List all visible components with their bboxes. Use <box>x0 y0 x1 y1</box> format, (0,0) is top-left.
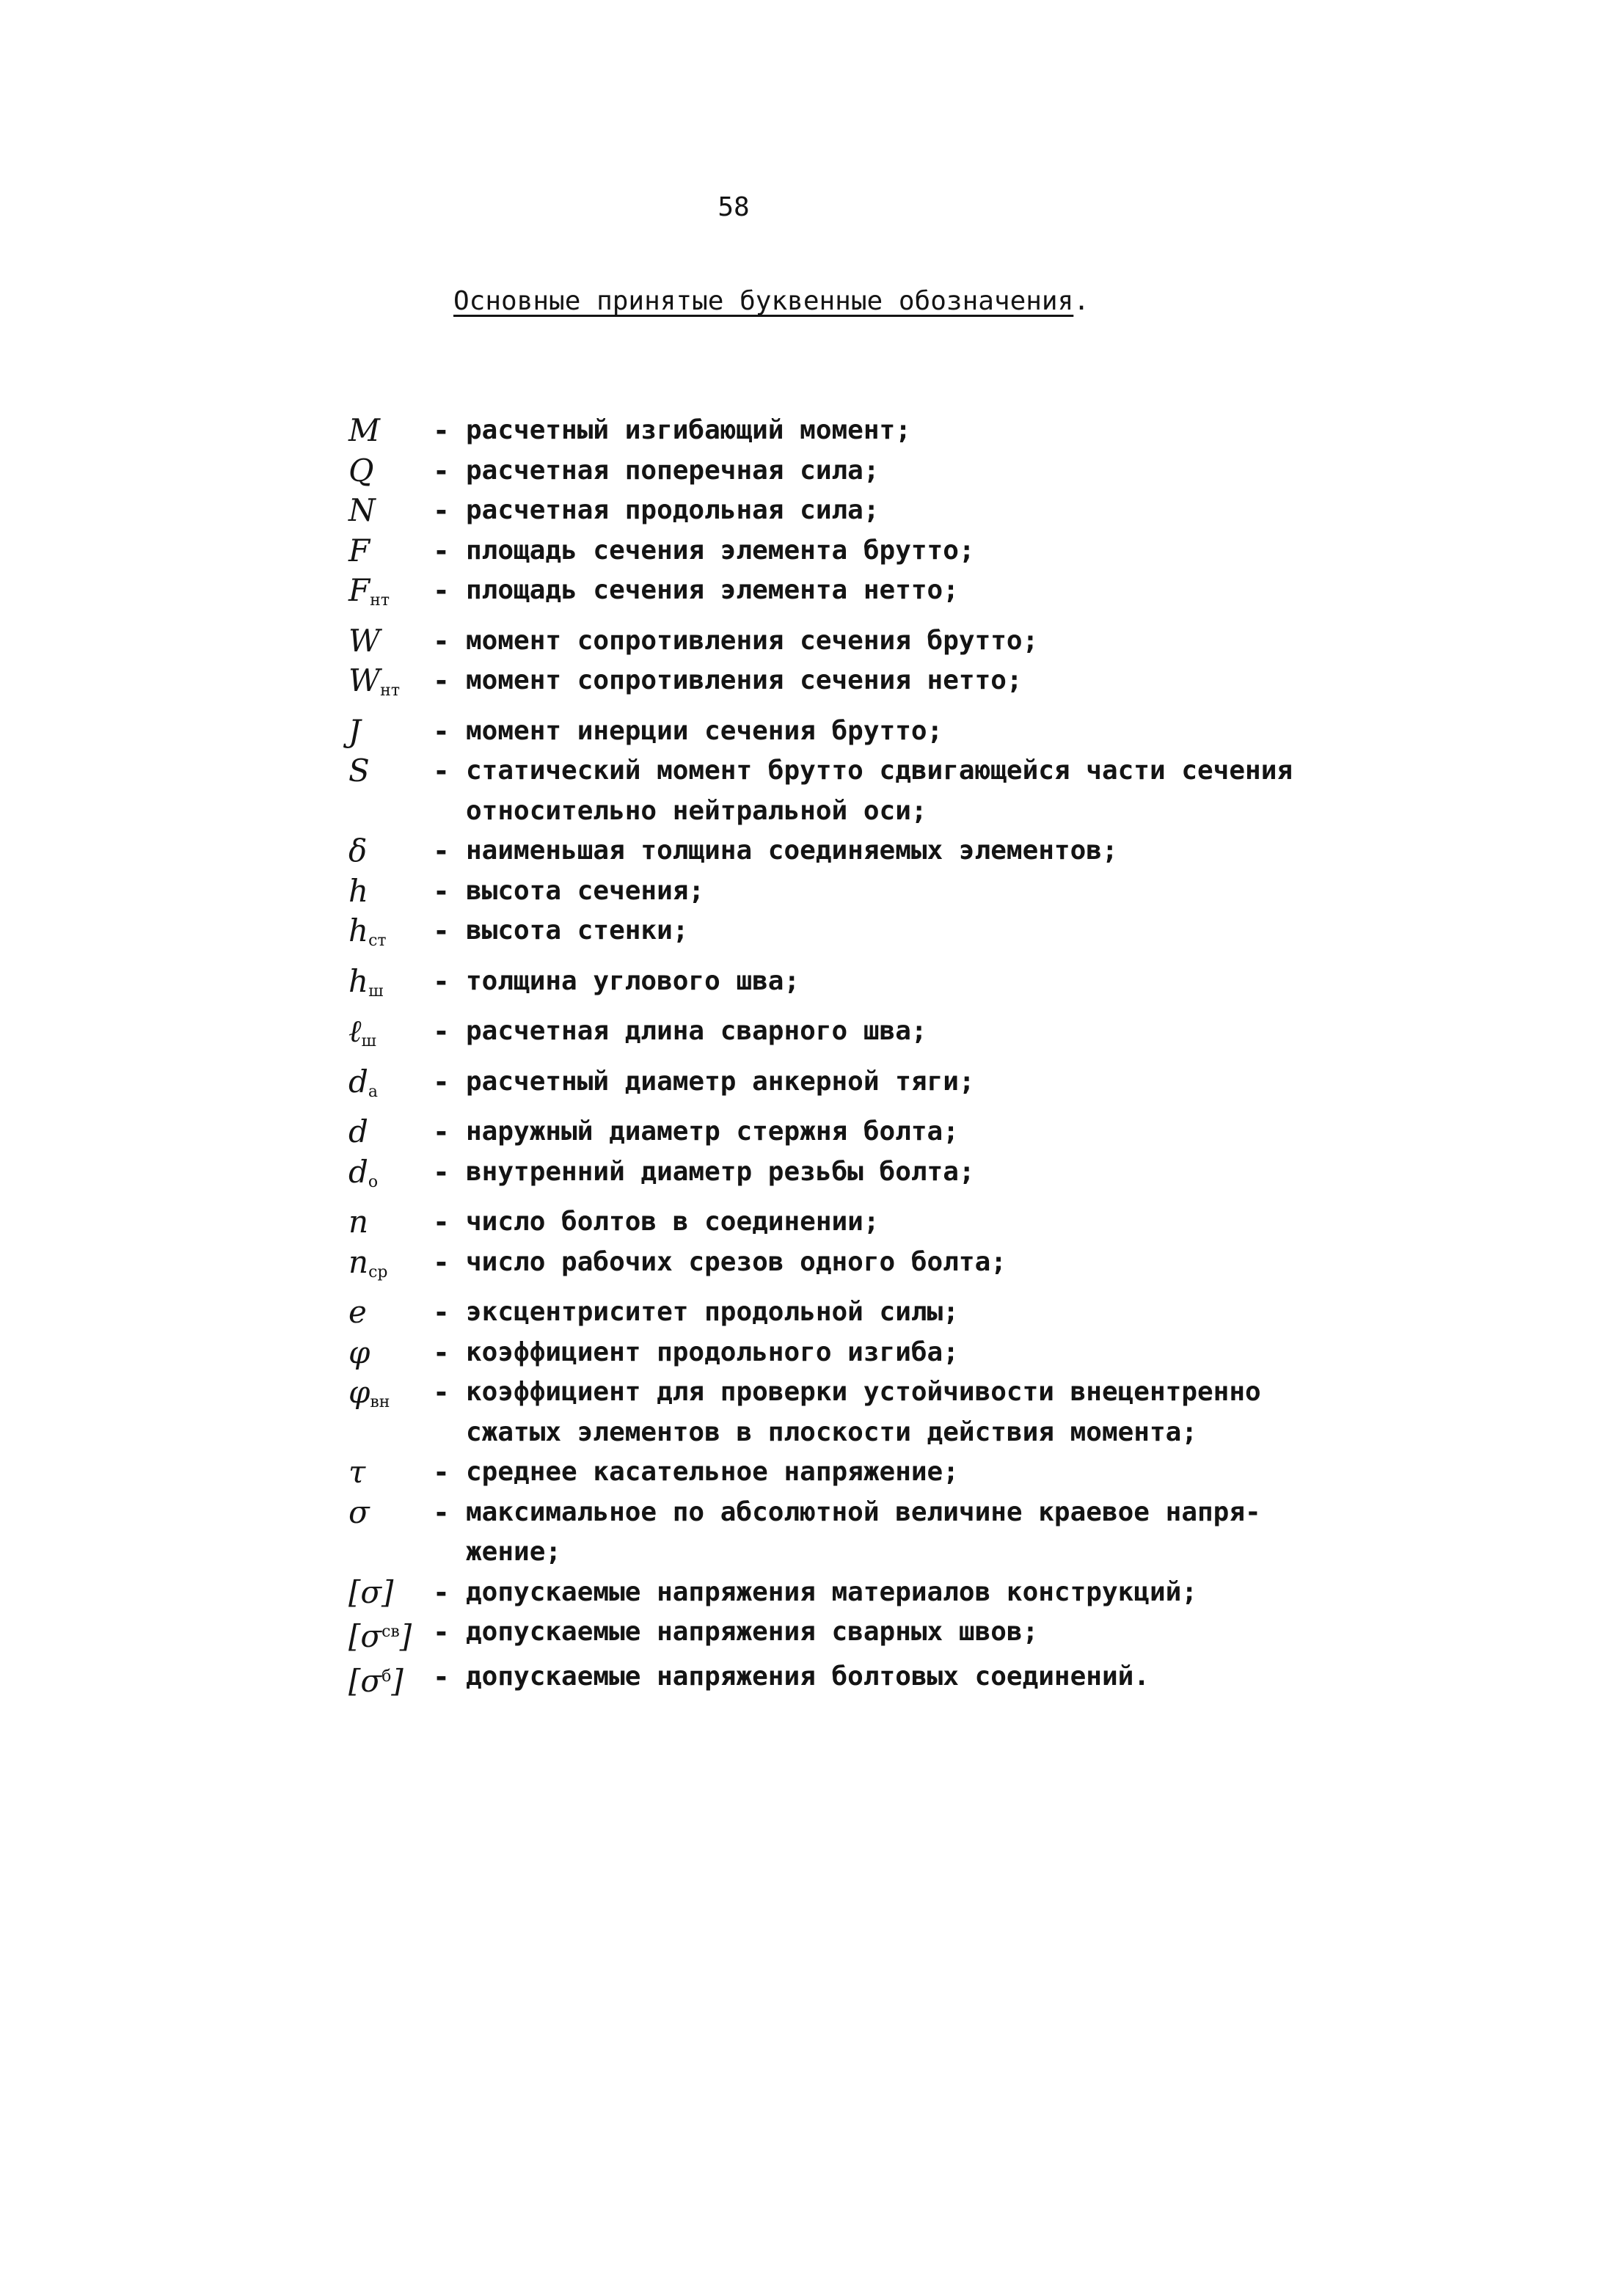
notation-description: момент сопротивления сечения брутто; <box>466 625 1039 656</box>
notation-description: число болтов в соединении; <box>466 1207 880 1237</box>
notation-description: внутренний диаметр резьбы болта; <box>466 1156 975 1187</box>
notation-symbol <box>348 831 433 871</box>
symbol-base: h <box>348 872 369 909</box>
symbol-base: W <box>348 662 381 698</box>
notation-symbol <box>348 1062 433 1113</box>
notation-row <box>348 621 1559 662</box>
notation-row <box>348 1293 1559 1333</box>
symbol-base: φ <box>348 1374 370 1410</box>
notation-row <box>348 831 1559 871</box>
symbol-superscript: св <box>381 1623 400 1641</box>
notation-symbol <box>348 1112 433 1152</box>
notation-dash: - <box>433 624 450 657</box>
symbol-base: δ <box>348 833 368 869</box>
notation-description: момент инерции сечения брутто; <box>466 715 943 746</box>
notation-row <box>348 1062 1559 1113</box>
notation-row <box>348 712 1559 752</box>
symbol-subscript: a <box>368 1082 379 1101</box>
notation-dash: - <box>433 1660 450 1693</box>
symbol-subscript: нт <box>380 681 401 700</box>
notation-symbol <box>348 712 433 752</box>
notation-dash: - <box>433 835 450 867</box>
notation-dash: - <box>433 1616 450 1648</box>
notation-dash: - <box>433 755 450 787</box>
notation-description: высота стенки; <box>466 915 689 946</box>
symbol-subscript: нт <box>370 591 390 610</box>
notation-description: расчетный диаметр анкерной тяги; <box>466 1066 975 1097</box>
notation-dash: - <box>433 1246 450 1279</box>
notation-symbol <box>348 1573 433 1613</box>
notation-row <box>348 1112 1559 1152</box>
symbol-base: n <box>348 1243 369 1280</box>
symbol-base: M <box>348 412 381 448</box>
notation-symbol <box>348 661 433 712</box>
notation-symbol <box>348 1012 433 1062</box>
symbol-base: d <box>348 1063 368 1100</box>
notation-symbol <box>348 1202 433 1243</box>
page-title <box>453 286 1089 316</box>
symbol-base: [σ <box>348 1662 382 1699</box>
symbol-subscript: o <box>368 1172 379 1191</box>
notation-description: высота сечения; <box>466 875 705 906</box>
symbol-base: F <box>348 532 370 568</box>
notation-dash: - <box>433 1456 450 1488</box>
notation-symbol <box>348 531 433 571</box>
notation-symbol <box>348 1372 433 1423</box>
page-title-period: . <box>1073 286 1089 316</box>
notation-list <box>348 411 1559 1701</box>
notation-description: коэффициент продольного изгиба; <box>466 1337 959 1367</box>
notation-symbol <box>348 1243 433 1293</box>
notation-description: наружный диаметр стержня болта; <box>466 1116 959 1147</box>
notation-symbol <box>348 1493 433 1533</box>
notation-row <box>348 962 1559 1012</box>
notation-symbol <box>348 621 433 662</box>
notation-row <box>348 1612 1559 1657</box>
notation-dash: - <box>433 1336 450 1369</box>
symbol-base: W <box>348 622 381 659</box>
notation-description: эксцентриситет продольной силы; <box>466 1297 959 1327</box>
notation-row <box>348 1152 1559 1203</box>
notation-dash: - <box>433 1206 450 1238</box>
symbol-superscript: б <box>381 1667 392 1686</box>
symbol-base: h <box>348 913 369 948</box>
notation-symbol <box>348 1293 433 1333</box>
notation-dash: - <box>433 1065 450 1098</box>
notation-symbol <box>348 571 433 621</box>
notation-description: площадь сечения элемента нетто; <box>466 575 959 605</box>
notation-symbol <box>348 751 433 791</box>
notation-description: расчетный изгибающий момент; <box>466 415 911 445</box>
symbol-base: F <box>348 572 370 608</box>
notation-dash: - <box>433 494 450 527</box>
notation-row <box>348 1452 1559 1493</box>
notation-dash: - <box>433 965 450 998</box>
notation-row <box>348 661 1559 712</box>
notation-row <box>348 1202 1559 1243</box>
symbol-subscript: ст <box>368 932 387 950</box>
notation-dash: - <box>433 1155 450 1188</box>
notation-dash: - <box>433 915 450 947</box>
notation-description: число рабочих срезов одного болта; <box>466 1246 1007 1277</box>
notation-dash: - <box>433 714 450 747</box>
symbol-subscript: ср <box>368 1262 388 1282</box>
symbol-base: [σ <box>348 1618 382 1654</box>
notation-description: расчетная длина сварного шва; <box>466 1016 927 1046</box>
notation-row <box>348 491 1559 531</box>
notation-description: максимальное по абсолютной величине краевое напря- жение; <box>466 1496 1261 1567</box>
notation-dash: - <box>433 1496 450 1529</box>
notation-description: расчетная поперечная сила; <box>466 455 880 486</box>
notation-dash: - <box>433 665 450 697</box>
notation-symbol <box>348 1612 433 1657</box>
symbol-bracket: ] <box>391 1662 404 1699</box>
notation-symbol <box>348 962 433 1012</box>
notation-symbol <box>348 871 433 912</box>
notation-dash: - <box>433 534 450 567</box>
notation-description: допускаемые напряжения сварных швов; <box>466 1617 1039 1647</box>
symbol-base: ℓ <box>348 1013 362 1049</box>
notation-row <box>348 571 1559 621</box>
notation-row <box>348 1012 1559 1062</box>
page-number: 58 <box>717 192 750 222</box>
notation-dash: - <box>433 454 450 487</box>
notation-row <box>348 1333 1559 1373</box>
notation-row <box>348 1493 1559 1573</box>
notation-dash: - <box>433 1576 450 1609</box>
notation-symbol <box>348 911 433 962</box>
symbol-subscript: ш <box>368 981 384 1001</box>
symbol-base: τ <box>348 1454 366 1490</box>
notation-row <box>348 1372 1559 1452</box>
notation-row <box>348 1573 1559 1613</box>
notation-description: толщина углового шва; <box>466 965 800 996</box>
notation-description: момент сопротивления сечения нетто; <box>466 665 1023 695</box>
notation-row <box>348 751 1559 831</box>
notation-symbol <box>348 411 433 451</box>
notation-row <box>348 911 1559 962</box>
symbol-base: n <box>348 1204 369 1240</box>
symbol-subscript: ш <box>361 1032 376 1050</box>
symbol-subscript: вн <box>370 1393 390 1411</box>
symbol-base: σ <box>348 1494 370 1530</box>
symbol-base: [σ] <box>348 1573 394 1610</box>
notation-symbol <box>348 491 433 531</box>
notation-symbol <box>348 1657 433 1702</box>
symbol-base: φ <box>348 1334 370 1370</box>
notation-symbol <box>348 1152 433 1203</box>
notation-row <box>348 1657 1559 1702</box>
notation-description: наименьшая толщина соединяемых элементов; <box>466 836 1118 866</box>
notation-symbol <box>348 1333 433 1373</box>
notation-dash: - <box>433 1015 450 1048</box>
notation-description: допускаемые напряжения материалов конструкций; <box>466 1576 1197 1607</box>
notation-dash: - <box>433 574 450 607</box>
symbol-base: d <box>348 1114 368 1149</box>
notation-dash: - <box>433 874 450 907</box>
symbol-base: Q <box>348 452 374 489</box>
symbol-base: N <box>348 492 376 528</box>
symbol-bracket: ] <box>399 1618 412 1654</box>
symbol-base: J <box>348 712 361 749</box>
notation-row <box>348 451 1559 491</box>
notation-description: коэффициент для проверки устойчивости внецентренно сжатых элементов в плоскости действия момента; <box>466 1377 1261 1447</box>
notation-symbol <box>348 451 433 491</box>
page-title-text: Основные принятые буквенные обозначения <box>453 286 1074 316</box>
notation-symbol <box>348 1452 433 1493</box>
notation-row <box>348 871 1559 912</box>
notation-description: площадь сечения элемента брутто; <box>466 535 975 566</box>
notation-dash: - <box>433 1296 450 1328</box>
notation-description: расчетная продольная сила; <box>466 495 880 525</box>
notation-description: допускаемые напряжения болтовых соединений. <box>466 1661 1150 1692</box>
symbol-base: d <box>348 1153 368 1190</box>
symbol-base: S <box>348 753 370 789</box>
notation-row <box>348 531 1559 571</box>
notation-description: статический момент брутто сдвигающейся части сечения относительно нейтральной оси; <box>466 756 1293 826</box>
notation-dash: - <box>433 1376 450 1408</box>
notation-row <box>348 1243 1559 1293</box>
notation-dash: - <box>433 1116 450 1148</box>
symbol-base: h <box>348 962 369 999</box>
symbol-base: e <box>348 1294 367 1330</box>
notation-dash: - <box>433 414 450 447</box>
notation-description: среднее касательное напряжение; <box>466 1457 959 1487</box>
notation-row <box>348 411 1559 451</box>
